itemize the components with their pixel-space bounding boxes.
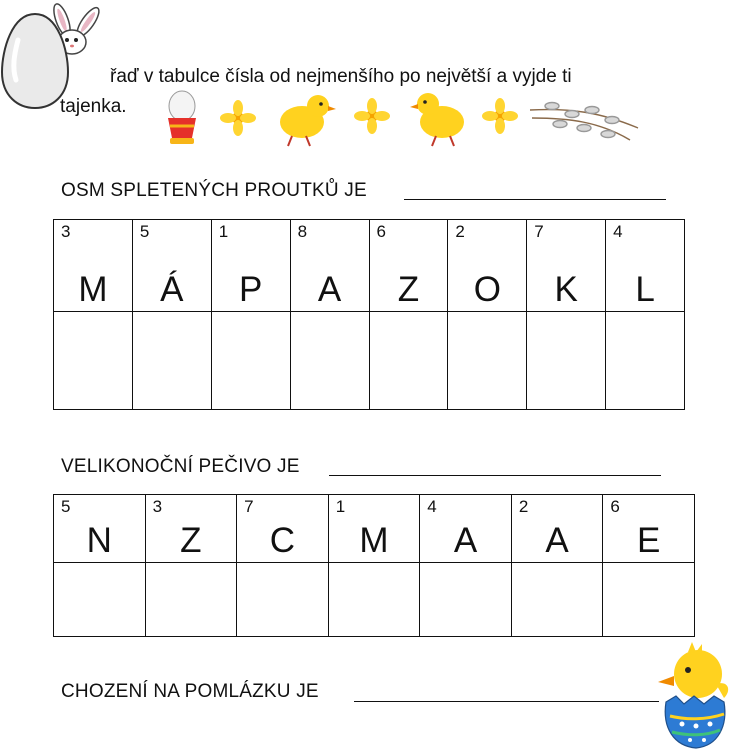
cell-letter: M — [359, 521, 389, 560]
cell-number: 5 — [61, 497, 71, 516]
section1-answer-cell[interactable] — [132, 312, 211, 410]
section2-answer-cell[interactable] — [237, 563, 329, 637]
cell-letter: Z — [397, 270, 420, 309]
section2-cell — [145, 495, 237, 563]
section1-answer-cell[interactable] — [606, 312, 685, 410]
section1-cell — [132, 220, 211, 312]
section1-cell — [448, 220, 527, 312]
pussy-willow-icon — [530, 103, 638, 141]
cell-letter: N — [86, 521, 112, 560]
instruction-line-1: řaď v tabulce čísla od nejmenšího po největší a vyjde ti — [110, 66, 572, 87]
cell-number: 6 — [610, 497, 620, 516]
section1-answer-line[interactable] — [404, 199, 666, 200]
section1-answer-cell[interactable] — [290, 312, 369, 410]
section1-cell — [54, 220, 133, 312]
section2-answer-cell[interactable] — [511, 563, 603, 637]
section2-answer-cell[interactable] — [328, 563, 420, 637]
cell-number: 2 — [518, 497, 529, 516]
egg-shell-icon — [665, 696, 725, 748]
section2-cell — [237, 495, 329, 563]
section1-answer-cell[interactable] — [54, 312, 133, 410]
cell-number: 4 — [427, 497, 437, 516]
section2-letter-table — [53, 494, 695, 637]
egg-in-cup-icon — [168, 91, 196, 144]
section3-prompt: CHOZENÍ NA POMLÁZKU JE — [61, 681, 319, 702]
decoration-row — [160, 88, 640, 150]
section1-cell — [527, 220, 606, 312]
cell-number: 1 — [335, 497, 346, 516]
section1-cell — [211, 220, 290, 312]
section1-answer-cell[interactable] — [448, 312, 527, 410]
cell-number: 3 — [61, 222, 71, 241]
section2-cell — [420, 495, 512, 563]
cell-letter: A — [545, 521, 569, 560]
cell-number: 7 — [244, 497, 254, 516]
cell-letter: M — [78, 270, 108, 309]
chick-in-egg-illustration — [652, 640, 734, 752]
section1-prompt: OSM SPLETENÝCH PROUTKŮ JE — [61, 180, 367, 201]
section1-answer-cell[interactable] — [527, 312, 606, 410]
cell-number: 7 — [534, 222, 544, 241]
section2-answer-cell[interactable] — [54, 563, 146, 637]
section2-answer-cell[interactable] — [603, 563, 695, 637]
cell-letter: P — [239, 270, 263, 309]
cell-number: 1 — [218, 222, 229, 241]
section3-answer-line[interactable] — [354, 701, 659, 702]
section2-cell — [328, 495, 420, 563]
cell-letter: A — [317, 270, 342, 309]
cell-number: 2 — [455, 222, 465, 241]
daffodil-icon — [482, 98, 518, 134]
cell-letter: A — [453, 521, 478, 560]
section1-answer-cell[interactable] — [369, 312, 448, 410]
chick-icon — [410, 93, 464, 146]
section2-cell — [603, 495, 695, 563]
cell-number: 4 — [613, 222, 623, 241]
cell-letter: E — [637, 521, 661, 560]
egg-icon — [2, 14, 68, 108]
section1-cell — [606, 220, 685, 312]
section1-cell — [369, 220, 448, 312]
daffodil-icon — [220, 100, 256, 136]
section2-answer-cell[interactable] — [420, 563, 512, 637]
cell-number: 8 — [297, 222, 308, 241]
cell-letter: Á — [160, 270, 184, 309]
daffodil-icon — [354, 98, 390, 134]
chick-icon — [280, 95, 336, 146]
section2-answer-line[interactable] — [329, 475, 661, 476]
cell-number: 6 — [376, 222, 386, 241]
cell-letter: O — [473, 270, 501, 309]
chick-icon — [658, 642, 728, 698]
instruction-line-2: tajenka. — [60, 96, 127, 117]
section1-answer-cell[interactable] — [211, 312, 290, 410]
cell-letter: C — [269, 521, 296, 560]
section2-answer-cell[interactable] — [145, 563, 237, 637]
cell-number: 3 — [152, 497, 163, 516]
cell-letter: Z — [180, 521, 202, 560]
section2-cell — [54, 495, 146, 563]
section1-letter-table — [53, 219, 685, 410]
section2-cell — [511, 495, 603, 563]
cell-letter: K — [554, 270, 578, 309]
section2-prompt: VELIKONOČNÍ PEČIVO JE — [61, 456, 300, 477]
section1-cell — [290, 220, 369, 312]
cell-letter: L — [635, 270, 655, 309]
cell-number: 5 — [139, 222, 150, 241]
